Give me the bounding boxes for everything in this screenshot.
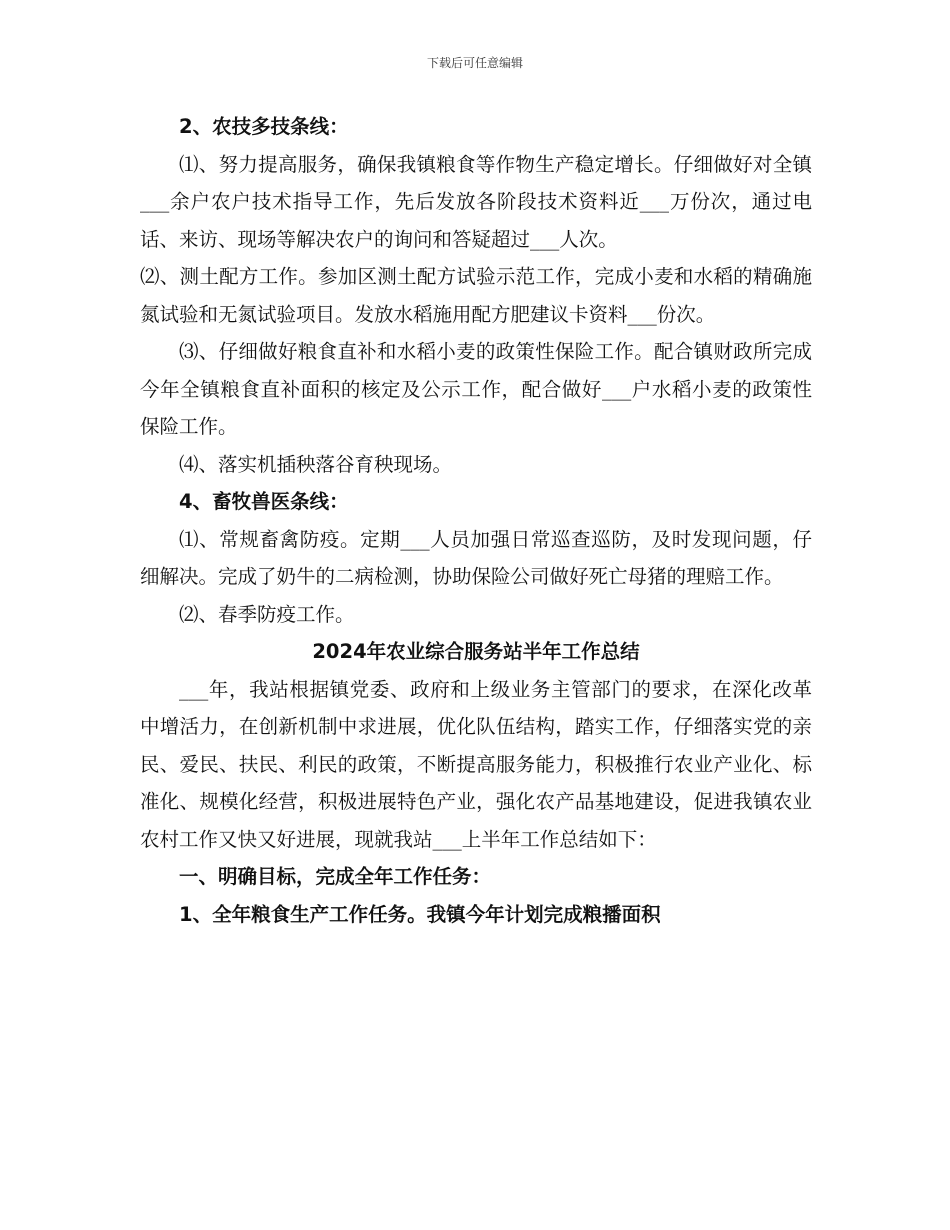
document-body <box>140 108 812 933</box>
paragraph-service: ⑴、努力提高服务，确保我镇粮食等作物生产稳定增长。仔细做好对全镇___余户农户技术指导工作，先后发放各阶段技术资料近___万份次，通过电话、来访、现场等解决农户的询问和答疑超过___人次。 <box>140 152 812 251</box>
paragraph-rice-transplant: ⑷、落实机插秧落谷育秧现场。 <box>179 452 453 476</box>
section-heading-agri-tech: 2、农技多技条线： <box>179 115 349 138</box>
paragraph-intro: ___年，我站根据镇党委、政府和上级业务主管部门的要求，在深化改革中增活力，在创新机制中求进展，优化队伍结构，踏实工作，仔细落实党的亲民、爱民、扶民、利民的政策，不断提高服务能力，积极推行农业产业化、标准化、规模化经营，积极进展特色产业，强化农产品基地建设，促进我镇农业农村工作又快又好进展，现就我站___上半年工作总结如下： <box>140 677 812 851</box>
page-header-note: 下载后可任意编辑 <box>426 56 523 70</box>
paragraph-soil-testing: ⑵、测土配方工作。参加区测土配方试验示范工作，完成小麦和水稻的精确施氮试验和无氮试验项目。发放水稻施用配方肥建议卡资料___份次。 <box>140 265 812 326</box>
paragraph-spring-prevention: ⑵、春季防疫工作。 <box>179 602 355 626</box>
paragraph-epidemic-prevention: ⑴、常规畜禽防疫。定期___人员加强日常巡查巡防，及时发现问题，仔细解决。完成了奶牛的二病检测，协助保险公司做好死亡母猪的理赔工作。 <box>140 527 812 588</box>
paragraph-subsidy-insurance: ⑶、仔细做好粮食直补和水稻小麦的政策性保险工作。配合镇财政所完成今年全镇粮食直补面积的核定及公示工作，配合做好___户水稻小麦的政策性保险工作。 <box>140 340 812 438</box>
document-title: 2024年农业综合服务站半年工作总结 <box>312 640 640 663</box>
part-item-grain-task: 1、全年粮食生产工作任务。我镇今年计划完成粮播面积 <box>179 902 661 926</box>
section-heading-livestock: 4、畜牧兽医条线： <box>179 490 349 513</box>
part-heading-goals: 一、明确目标，完成全年工作任务： <box>179 865 492 888</box>
